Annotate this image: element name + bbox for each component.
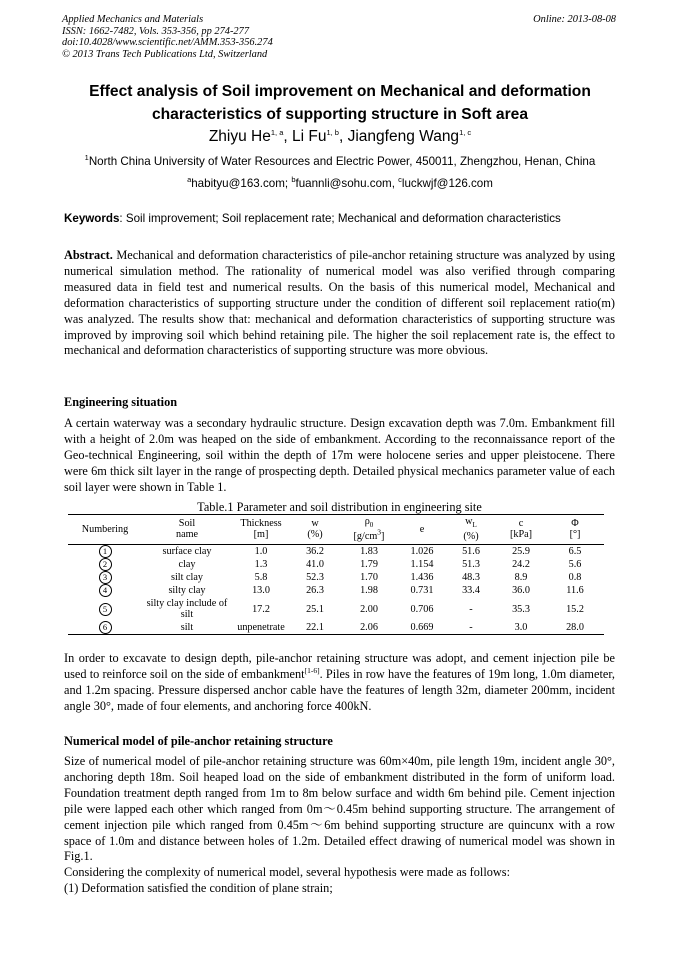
table-caption: Table.1 Parameter and soil distribution in engineering site xyxy=(197,500,482,514)
journal-name: Applied Mechanics and Materials xyxy=(62,14,204,25)
abstract-text: Mechanical and deformation characteristics of pile-anchor retaining structure was analyzed by using numerical simulation method. The rationality of numerical model was also verified through comparing measured data in field test and numerical results. On the basis of this numerical model, Mechanical and deformation characteristics of supporting structure under the condition of different soil replacement ratio(m) was analyzed. The results show that: mechanical and deformation characteristics of supporting structure was improved by improving soil which behind retaining pile. The higher the soil replacement rate is, the effect to mechanical and deformation characteristics of supporting structure was more obvious. xyxy=(64,248,615,358)
cell-w: 36.2 xyxy=(306,546,324,558)
affiliation-sup: 1 xyxy=(84,153,89,163)
author-affil-sup: 1, c xyxy=(459,127,472,137)
engineering-paragraph: A certain waterway was a secondary hydraulic structure. Design excavation depth was 7.0m. Embankment fill with a height of 2.0m was heaped on the side of embankment. According to the reconnaissance report of the Geo-technical Engineering, soil within the depth of 17m were holocene series and upper pleistocene. There were 6m thick silt layer in the range of prospecting depth. Detailed physical mechanics parameter value of each soil layer were shown in Table 1. xyxy=(64,416,615,494)
cell-c: 8.9 xyxy=(514,572,528,584)
header-text: Φ xyxy=(571,518,579,530)
hypothesis-intro: Considering the complexity of numerical model, several hypothesis were made as follows: xyxy=(64,865,510,880)
keywords xyxy=(64,212,619,226)
copyright-line: © 2013 Trans Tech Publications Ltd, Switzerland xyxy=(62,48,268,60)
cell-e: 0.706 xyxy=(410,603,434,615)
header-text: $\rho_0$ xyxy=(364,516,374,530)
cell-numbering xyxy=(68,597,142,621)
abstract xyxy=(64,248,615,359)
cell-w: 25.1 xyxy=(306,603,324,615)
cell-phi: 6.5 xyxy=(568,546,582,558)
cell-wl: - xyxy=(469,603,473,615)
col-header-c xyxy=(496,515,546,545)
cell-rho: 1.98 xyxy=(360,585,378,597)
numerical-model-paragraph: Size of numerical model of pile-anchor retaining structure was 60m×40m, pile length 19m, incident angle 30°, anchoring depth 18m. Soil heaped load on the side of embankment distributed in the form of uniform load. Foundation treatment depth ranged from 1m to 8m below surface and width 6m behind pile. Cement injection pile were lapped each other which ranged from 0m～0.45m behind supporting structure. The arrangement of cement injection pile which ranged from 0.45m～6m behind supporting structure are quincunx with a row space of 1.0m and distance between holes of 1.2m. Detailed effect drawing of numerical model was shown in Fig.1. xyxy=(64,754,615,864)
circled-number: 1 xyxy=(99,545,112,558)
cell-rho: 1.70 xyxy=(360,572,378,584)
circled-number: 6 xyxy=(99,621,112,634)
header-unit: [°] xyxy=(569,529,581,541)
cell-w: 26.3 xyxy=(306,585,324,597)
header-text: Thickness xyxy=(240,518,282,530)
cell-rho: 2.06 xyxy=(360,622,378,634)
email-sep: , xyxy=(391,177,399,190)
paragraph-text: . Piles in row have the features of 19m long, 1.0m diameter, and 1.2m spacing. Pressure dispersed anchor cable have the features of length 32m, diameter 200mm, incident angle 30°, made of four elements, and anchoring force 400kN. xyxy=(64,666,615,713)
header-text: c xyxy=(518,518,524,530)
header-unit: (%) xyxy=(463,531,479,543)
col-header-wl xyxy=(446,515,496,545)
journal-header xyxy=(62,14,616,60)
col-header-thickness xyxy=(232,515,290,545)
circled-number: 3 xyxy=(99,571,112,584)
author-affil-sup: 1, b xyxy=(326,127,339,137)
header-unit: name xyxy=(175,529,199,541)
cell-rho: 2.00 xyxy=(360,603,378,615)
cell-wl: 33.4 xyxy=(462,585,480,597)
col-header-rho xyxy=(340,515,398,545)
header-text: w xyxy=(311,518,319,530)
author-name: Li Fu xyxy=(292,128,327,145)
cell-thickness: unpenetrate xyxy=(237,622,285,634)
cell-numbering xyxy=(68,584,142,597)
header-unit: [kPa] xyxy=(509,529,533,541)
cell-e: 1.026 xyxy=(410,546,434,558)
cell-w: 52.3 xyxy=(306,572,324,584)
cell-phi: 15.2 xyxy=(566,603,584,615)
cell-thickness: 1.3 xyxy=(254,559,268,571)
email-sup: a xyxy=(187,175,192,185)
author-sep: , xyxy=(338,128,348,145)
email-list xyxy=(40,177,640,191)
email-link[interactable]: habityu@163.com xyxy=(191,177,285,190)
table-row xyxy=(68,584,604,597)
email-link[interactable]: luckwjf@126.com xyxy=(401,177,493,190)
author-sep: , xyxy=(283,128,292,145)
cell-numbering xyxy=(68,571,142,584)
title-line-2: characteristics of supporting structure in Soft area xyxy=(151,106,529,123)
cell-thickness: 17.2 xyxy=(252,603,270,615)
affiliation xyxy=(40,155,640,169)
paper-title xyxy=(40,80,640,126)
cell-soil-name: silty clay xyxy=(168,585,206,597)
cell-thickness: 5.8 xyxy=(254,572,268,584)
hypothesis-item-1: (1) Deformation satisfied the condition of plane strain; xyxy=(64,881,333,896)
cell-wl: 48.3 xyxy=(462,572,480,584)
cell-soil-name: surface clay xyxy=(162,546,212,558)
table-row xyxy=(68,545,604,559)
table-row xyxy=(68,621,604,635)
section-heading-numerical-model: Numerical model of pile-anchor retaining structure xyxy=(64,734,333,748)
cell-wl: 51.3 xyxy=(462,559,480,571)
online-date: Online: 2013-08-08 xyxy=(533,14,616,25)
cell-rho: 1.79 xyxy=(360,559,378,571)
title-line-1: Effect analysis of Soil improvement on Mechanical and deformation xyxy=(89,83,591,100)
cell-phi: 28.0 xyxy=(566,622,584,634)
header-unit: (%) xyxy=(307,529,323,541)
cell-c: 24.2 xyxy=(512,559,530,571)
cell-e: 0.731 xyxy=(410,585,434,597)
cell-soil-name: silty clay include of silt xyxy=(146,598,228,621)
pile-anchor-paragraph xyxy=(64,651,615,715)
header-text: Numbering xyxy=(81,523,129,535)
cell-wl: - xyxy=(469,622,473,634)
header-text: e xyxy=(419,523,425,535)
cell-thickness: 1.0 xyxy=(254,546,268,558)
cell-w: 22.1 xyxy=(306,622,324,634)
author-affil-sup: 1, a xyxy=(270,127,284,137)
col-header-soil-name xyxy=(142,515,232,545)
soil-parameter-table xyxy=(68,514,604,635)
section-heading-engineering: Engineering situation xyxy=(64,395,178,409)
author-list xyxy=(40,127,640,147)
cell-w: 41.0 xyxy=(306,559,324,571)
col-header-phi xyxy=(546,515,604,545)
cell-rho: 1.83 xyxy=(360,546,378,558)
header-text: Soil xyxy=(178,518,196,530)
table-row xyxy=(68,597,604,621)
email-sup: c xyxy=(398,175,402,185)
col-header-numbering xyxy=(68,515,142,545)
circled-number: 4 xyxy=(99,584,112,597)
cell-c: 25.9 xyxy=(512,546,530,558)
cell-thickness: 13.0 xyxy=(252,585,270,597)
email-sup: b xyxy=(291,175,296,185)
abstract-label: Abstract. xyxy=(64,248,113,262)
header-unit: $[g/cm^3]$ xyxy=(353,527,385,543)
doi-line: doi:10.4028/www.scientific.net/AMM.353-356.274 xyxy=(62,37,273,49)
cell-wl: 51.6 xyxy=(462,546,480,558)
cell-soil-name: silt clay xyxy=(171,572,203,584)
affiliation-text: North China University of Water Resources and Electric Power, 450011, Zhengzhou, Henan, China xyxy=(88,155,596,168)
col-header-e xyxy=(398,515,446,545)
cell-c: 36.0 xyxy=(512,585,530,597)
author-name: Jiangfeng Wang xyxy=(347,128,460,145)
citation-ref[interactable]: [1-6] xyxy=(304,665,320,675)
author-name: Zhiyu He xyxy=(208,128,271,145)
keywords-text: : Soil improvement; Soil replacement rate; Mechanical and deformation characteristics xyxy=(119,212,561,225)
email-link[interactable]: fuannli@sohu.com xyxy=(295,177,392,190)
cell-numbering xyxy=(68,558,142,571)
cell-numbering xyxy=(68,545,142,559)
cell-e: 0.669 xyxy=(410,622,434,634)
header-unit: [m] xyxy=(253,529,269,541)
table-row xyxy=(68,558,604,571)
issn-line: ISSN: 1662-7482, Vols. 353-356, pp 274-277 xyxy=(62,25,250,37)
cell-e: 1.154 xyxy=(410,559,434,571)
cell-phi: 11.6 xyxy=(566,585,584,597)
numerical-model-section xyxy=(64,754,615,897)
circled-number: 2 xyxy=(99,558,112,571)
cell-phi: 5.6 xyxy=(568,559,582,571)
cell-phi: 0.8 xyxy=(568,572,582,584)
email-sep: ; xyxy=(284,177,292,190)
cell-c: 3.0 xyxy=(514,622,528,634)
paragraph-text: In order to excavate to design depth, pile-anchor retaining structure was adopt, and cement injection pile be used to reinforce soil on the side of embankment xyxy=(64,651,615,681)
circled-number: 5 xyxy=(99,603,112,616)
cell-c: 35.3 xyxy=(512,603,530,615)
cell-numbering xyxy=(68,621,142,635)
keywords-label: Keywords xyxy=(64,212,120,225)
col-header-w xyxy=(290,515,340,545)
cell-soil-name: clay xyxy=(178,559,196,571)
table-header-row xyxy=(68,515,604,545)
table-row xyxy=(68,571,604,584)
header-text: $w_L$ xyxy=(465,516,477,530)
cell-e: 1.436 xyxy=(410,572,434,584)
cell-soil-name: silt xyxy=(180,622,194,634)
